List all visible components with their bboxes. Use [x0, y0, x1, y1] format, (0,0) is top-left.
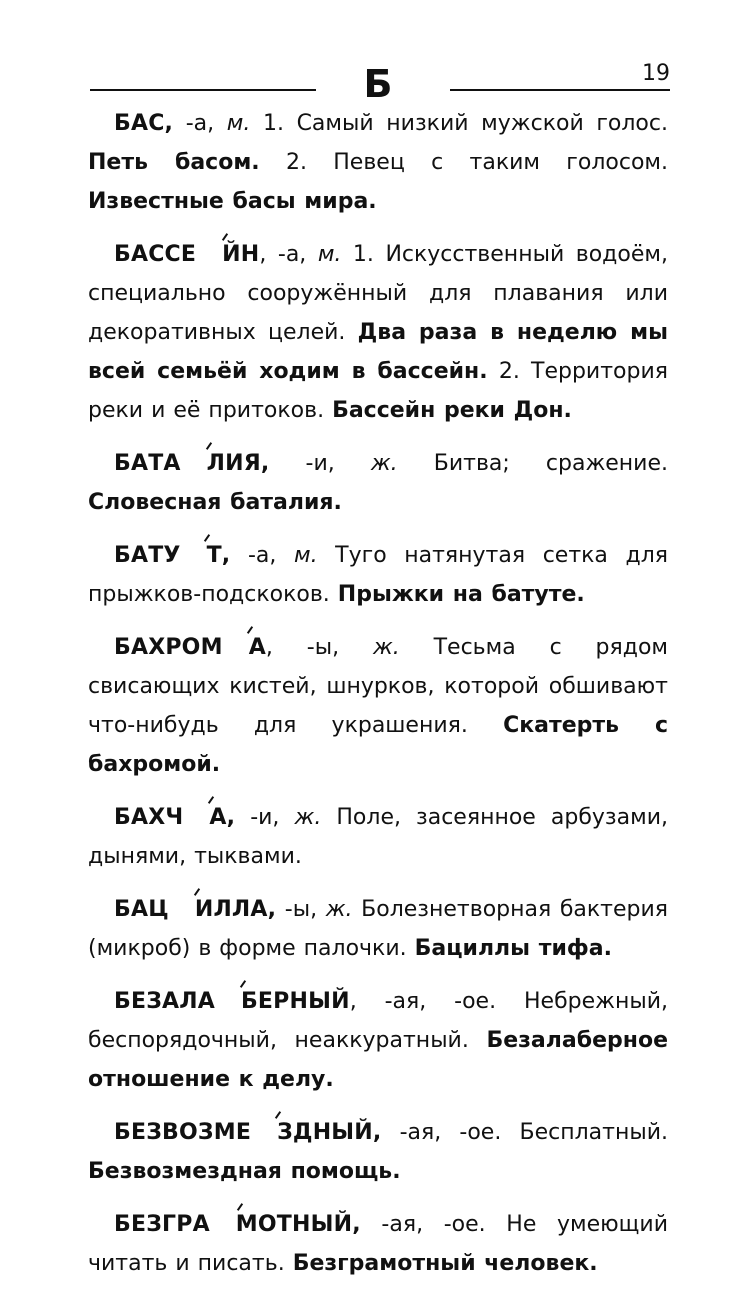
header-rule-right — [450, 89, 670, 91]
grammar-forms: -а, — [230, 543, 294, 568]
grammar-gender: м. — [226, 111, 251, 136]
entry-basseyn — [88, 235, 668, 430]
definition: 2. Певец с таким голосом. — [259, 150, 668, 175]
headword: БАТА ЛИЯ, — [114, 451, 269, 476]
grammar-gender: ж. — [372, 635, 400, 660]
example: Словесная баталия. — [88, 490, 342, 515]
example: Прыжки на батуте. — [337, 582, 585, 607]
stress-mark: З — [251, 1113, 293, 1152]
entry-bakhroma — [88, 628, 668, 784]
sense-number: 1. — [341, 242, 386, 267]
entry-bezvozmezdny — [88, 1113, 668, 1191]
grammar-forms: -ая, -ое. — [360, 1212, 507, 1237]
headword: БАССЕ ЙН — [114, 242, 259, 267]
stress-mark: А — [183, 798, 226, 837]
stress-mark: Л — [181, 444, 225, 483]
definition: Самый низкий мужской голос. — [296, 111, 668, 136]
grammar-forms: -и, — [269, 451, 371, 476]
grammar-forms: -ы, — [276, 897, 326, 922]
definition: Болезнетворная бактерия (микроб) в форме палочки. — [88, 897, 669, 961]
grammar-forms: , -ая, -ое. — [349, 989, 524, 1014]
stress-mark: Й — [196, 235, 241, 274]
entry-bataliya — [88, 444, 668, 522]
example: Безвозмездная помощь. — [88, 1159, 401, 1184]
grammar-forms: , -ы, — [265, 635, 373, 660]
grammar-gender: м. — [293, 543, 318, 568]
definition: Поле, засеянное арбузами, дынями, тыквами. — [88, 805, 668, 869]
definition: Бесплатный. — [519, 1120, 668, 1145]
definition: Битва; сражение. — [433, 451, 669, 476]
definition: Тесьма с рядом свисающих кистей, шнурков, которой обшивают что-нибудь для украшения. — [88, 635, 668, 738]
definition: Небрежный, беспорядочный, неаккуратный. — [88, 989, 668, 1053]
headword: БАТУ Т, — [114, 543, 230, 568]
example: Бациллы тифа. — [414, 936, 612, 961]
stress-mark: Т — [181, 536, 222, 575]
grammar-gender: ж. — [325, 897, 353, 922]
headword: БЕЗГРА МОТНЫЙ, — [114, 1212, 361, 1237]
dictionary-entries — [88, 104, 668, 1297]
section-letter: Б — [363, 62, 393, 106]
headword: БАС, — [114, 111, 174, 136]
headword: БЕЗАЛА БЕРНЫЙ — [114, 989, 350, 1014]
stress-mark: Б — [215, 982, 258, 1021]
grammar-forms: -ая, -ое. — [381, 1120, 520, 1145]
grammar-gender: м. — [317, 242, 342, 267]
headword: БАЦ ИЛЛА, — [114, 897, 276, 922]
example: Два раза в неделю мы всей семьёй ходим в бассейн. — [88, 320, 668, 384]
example: Безалаберное отношение к делу. — [88, 1028, 668, 1092]
entry-bakhcha — [88, 798, 668, 876]
entry-bas — [88, 104, 668, 221]
example: Известные басы мира. — [88, 189, 377, 214]
definition: Искусственный водоём, специально сооружённый для плавания или декоративных целей. — [88, 242, 668, 345]
entry-bezalaberny — [88, 982, 668, 1099]
example: Скатерть с бахромой. — [88, 713, 668, 777]
stress-mark: А — [223, 628, 266, 667]
stress-mark: И — [169, 890, 214, 929]
entry-bezgramotny — [88, 1205, 668, 1283]
example: Бассейн реки Дон. — [332, 398, 572, 423]
headword: БЕЗВОЗМЕ ЗДНЫЙ, — [114, 1120, 381, 1145]
grammar-forms: -и, — [235, 805, 295, 830]
grammar-forms: -а, — [173, 111, 227, 136]
headword: БАХЧ А, — [114, 805, 235, 830]
definition: Туго натянутая сетка для прыжков-подскоков. — [88, 543, 669, 607]
grammar-forms: , -а, — [259, 242, 318, 267]
grammar-gender: ж. — [294, 805, 322, 830]
entry-batsilla — [88, 890, 668, 968]
sense-number: 1. — [250, 111, 297, 136]
entry-batut — [88, 536, 668, 614]
definition: 2. Территория реки и её притоков. — [88, 359, 669, 423]
page-number: 19 — [642, 61, 670, 86]
headword: БАХРОМ А — [114, 635, 266, 660]
example: Безграмотный человек. — [292, 1251, 598, 1276]
definition: Не умеющий читать и писать. — [88, 1212, 668, 1276]
example: Петь басом. — [88, 150, 260, 175]
header-rule-left — [90, 89, 316, 91]
stress-mark: М — [210, 1205, 258, 1244]
grammar-gender: ж. — [370, 451, 398, 476]
